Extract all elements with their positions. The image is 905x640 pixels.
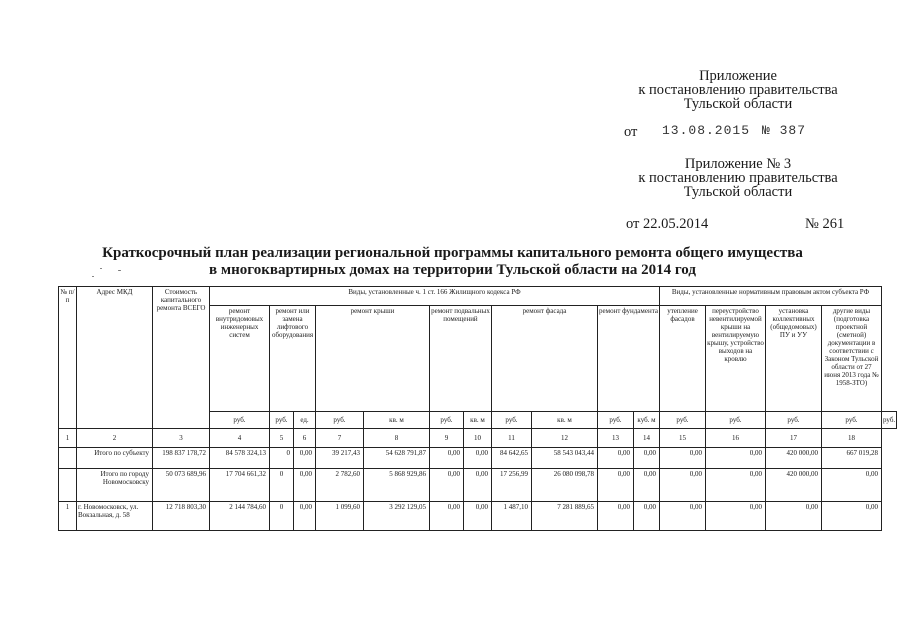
title-line: Краткосрочный план реализации региональной программы капитального ремонта общего имущества (102, 245, 803, 261)
cell: 7 281 889,65 (532, 502, 598, 531)
cell: 0,00 (706, 502, 766, 531)
cell: 0,00 (430, 469, 464, 502)
cell: 420 000,00 (766, 448, 822, 469)
cell: 0,00 (294, 502, 316, 531)
capital-repair-plan-table (58, 286, 897, 531)
row-address: Итого по субъекту (77, 448, 153, 469)
group-federal-header: Виды, установленные ч. 1 ст. 166 Жилищного кодекса РФ (210, 287, 660, 306)
table-row (59, 502, 897, 531)
col-number-cell: 16 (706, 429, 766, 448)
cell: 84 642,65 (492, 448, 532, 469)
scan-speck (100, 268, 102, 269)
group-regional-header: Виды, установленные нормативным правовым актом субъекта РФ (660, 287, 882, 306)
cell: 0,00 (464, 502, 492, 531)
cell: 0,00 (706, 448, 766, 469)
unit-cell: руб. (766, 412, 822, 429)
cell: 0,00 (706, 469, 766, 502)
sub-header: ремонт или замена лифтового оборудования (270, 306, 316, 412)
cell: 0 (270, 448, 294, 469)
cell: 0,00 (660, 469, 706, 502)
cell: 0,00 (464, 469, 492, 502)
col-number-cell: 17 (766, 429, 822, 448)
col-number-cell: 1 (59, 429, 77, 448)
cell: 0,00 (294, 448, 316, 469)
cell: 12 718 803,30 (153, 502, 210, 531)
unit-cell: руб. (660, 412, 706, 429)
title-line: в многоквартирных домах на территории Тульской области на 2014 год (209, 262, 696, 278)
cell: 1 487,10 (492, 502, 532, 531)
appendix3-line: Приложение № 3 (684, 156, 792, 172)
col-number-cell: 9 (430, 429, 464, 448)
unit-cell: ед. (294, 412, 316, 429)
cell: 0,00 (634, 469, 660, 502)
cell: 0 (270, 502, 294, 531)
cell: 39 217,43 (316, 448, 364, 469)
unit-cell: куб. м (634, 412, 660, 429)
cell: 0,00 (464, 448, 492, 469)
sub-header: ремонт подвальных помещений (430, 306, 492, 412)
document-title (0, 245, 905, 279)
appendix-line: к постановлению правительства (638, 82, 838, 98)
unit-cell: кв. м (532, 412, 598, 429)
cell: 50 073 689,96 (153, 469, 210, 502)
unit-cell: руб. (316, 412, 364, 429)
unit-cell: кв. м (464, 412, 492, 429)
table-row (59, 469, 897, 502)
row-num (59, 448, 77, 469)
row-address: г. Новомосковск, ул. Вокзальная, д. 58 (77, 502, 153, 531)
cell: 0,00 (634, 502, 660, 531)
cell: 0,00 (660, 448, 706, 469)
col-num-header: № п/п (59, 287, 77, 429)
cell: 420 000,00 (766, 469, 822, 502)
cell: 1 099,60 (316, 502, 364, 531)
col-total-header: Стоимость капитального ремонта ВСЕГО (153, 287, 210, 429)
decree-number: № 387 (762, 123, 807, 138)
appendix-line: Приложение (699, 68, 777, 84)
col-number-cell: 6 (294, 429, 316, 448)
cell: 84 578 324,13 (210, 448, 270, 469)
row-address: Итого по городу Новомосковску (77, 469, 153, 502)
col-number-cell: 10 (464, 429, 492, 448)
col-number-cell: 13 (598, 429, 634, 448)
row-num (59, 469, 77, 502)
cell: 54 628 791,87 (364, 448, 430, 469)
cell: 2 144 784,60 (210, 502, 270, 531)
cell: 0,00 (634, 448, 660, 469)
cell: 2 782,60 (316, 469, 364, 502)
cell: 0,00 (430, 502, 464, 531)
sub-header: ремонт фундамента (598, 306, 660, 412)
sub-header: утепление фасадов (660, 306, 706, 412)
decree-date: 13.08.2015 (662, 123, 751, 138)
appendix3-line: Тульской области (683, 184, 793, 200)
cell: 0,00 (598, 448, 634, 469)
unit-cell: руб. (270, 412, 294, 429)
unit-cell: руб. (882, 412, 897, 429)
cell: 17 704 661,32 (210, 469, 270, 502)
cell: 0,00 (822, 469, 882, 502)
appendix3-header (628, 157, 848, 199)
original-number: № 261 (805, 216, 845, 232)
cell: 198 837 178,72 (153, 448, 210, 469)
col-number-cell: 8 (364, 429, 430, 448)
sub-header: ремонт крыши (316, 306, 430, 412)
col-number-cell: 11 (492, 429, 532, 448)
cell: 5 868 929,86 (364, 469, 430, 502)
from-label: от (624, 124, 638, 140)
cell: 17 256,99 (492, 469, 532, 502)
cell: 0,00 (598, 469, 634, 502)
appendix3-line: к постановлению правительства (638, 170, 838, 186)
col-address-header: Адрес МКД (77, 287, 153, 429)
unit-cell: кв. м (364, 412, 430, 429)
col-number-cell: 5 (270, 429, 294, 448)
cell: 0 (270, 469, 294, 502)
sub-header: другие виды (подготовка проектной (сметной) документации в соответствии с Законом Тульской области от 27 июня 2013 года № 1958-ЗТО) (822, 306, 882, 412)
cell: 0,00 (430, 448, 464, 469)
appendix-line: Тульской области (683, 96, 793, 112)
col-number-cell: 4 (210, 429, 270, 448)
cell: 0,00 (766, 502, 822, 531)
unit-cell: руб. (492, 412, 532, 429)
cell: 0,00 (660, 502, 706, 531)
unit-cell: руб. (822, 412, 882, 429)
col-number-cell: 7 (316, 429, 364, 448)
cell: 0,00 (294, 469, 316, 502)
unit-cell: руб. (706, 412, 766, 429)
col-number-cell: 12 (532, 429, 598, 448)
col-number-cell: 3 (153, 429, 210, 448)
unit-cell: руб. (430, 412, 464, 429)
col-number-cell: 14 (634, 429, 660, 448)
original-date: от 22.05.2014 (626, 216, 709, 232)
cell: 3 292 129,05 (364, 502, 430, 531)
sub-header: установка коллективных (общедомовых) ПУ и УУ (766, 306, 822, 412)
cell: 58 543 043,44 (532, 448, 598, 469)
unit-cell: руб. (598, 412, 634, 429)
cell: 0,00 (822, 502, 882, 531)
cell: 26 080 098,78 (532, 469, 598, 502)
sub-header: ремонт фасада (492, 306, 598, 412)
unit-cell: руб. (210, 412, 270, 429)
cell: 667 019,28 (822, 448, 882, 469)
cell: 0,00 (598, 502, 634, 531)
row-num: 1 (59, 502, 77, 531)
col-number-cell: 18 (822, 429, 882, 448)
scan-speck (92, 276, 94, 277)
col-number-cell: 15 (660, 429, 706, 448)
scan-speck (118, 270, 121, 271)
table-row (59, 448, 897, 469)
sub-header: переустройство невентилируемой крыши на вентилируемую крышу, устройство выходов на кровлю (706, 306, 766, 412)
appendix-header (628, 69, 848, 111)
col-number-cell: 2 (77, 429, 153, 448)
sub-header: ремонт внутридомовых инженерных систем (210, 306, 270, 412)
